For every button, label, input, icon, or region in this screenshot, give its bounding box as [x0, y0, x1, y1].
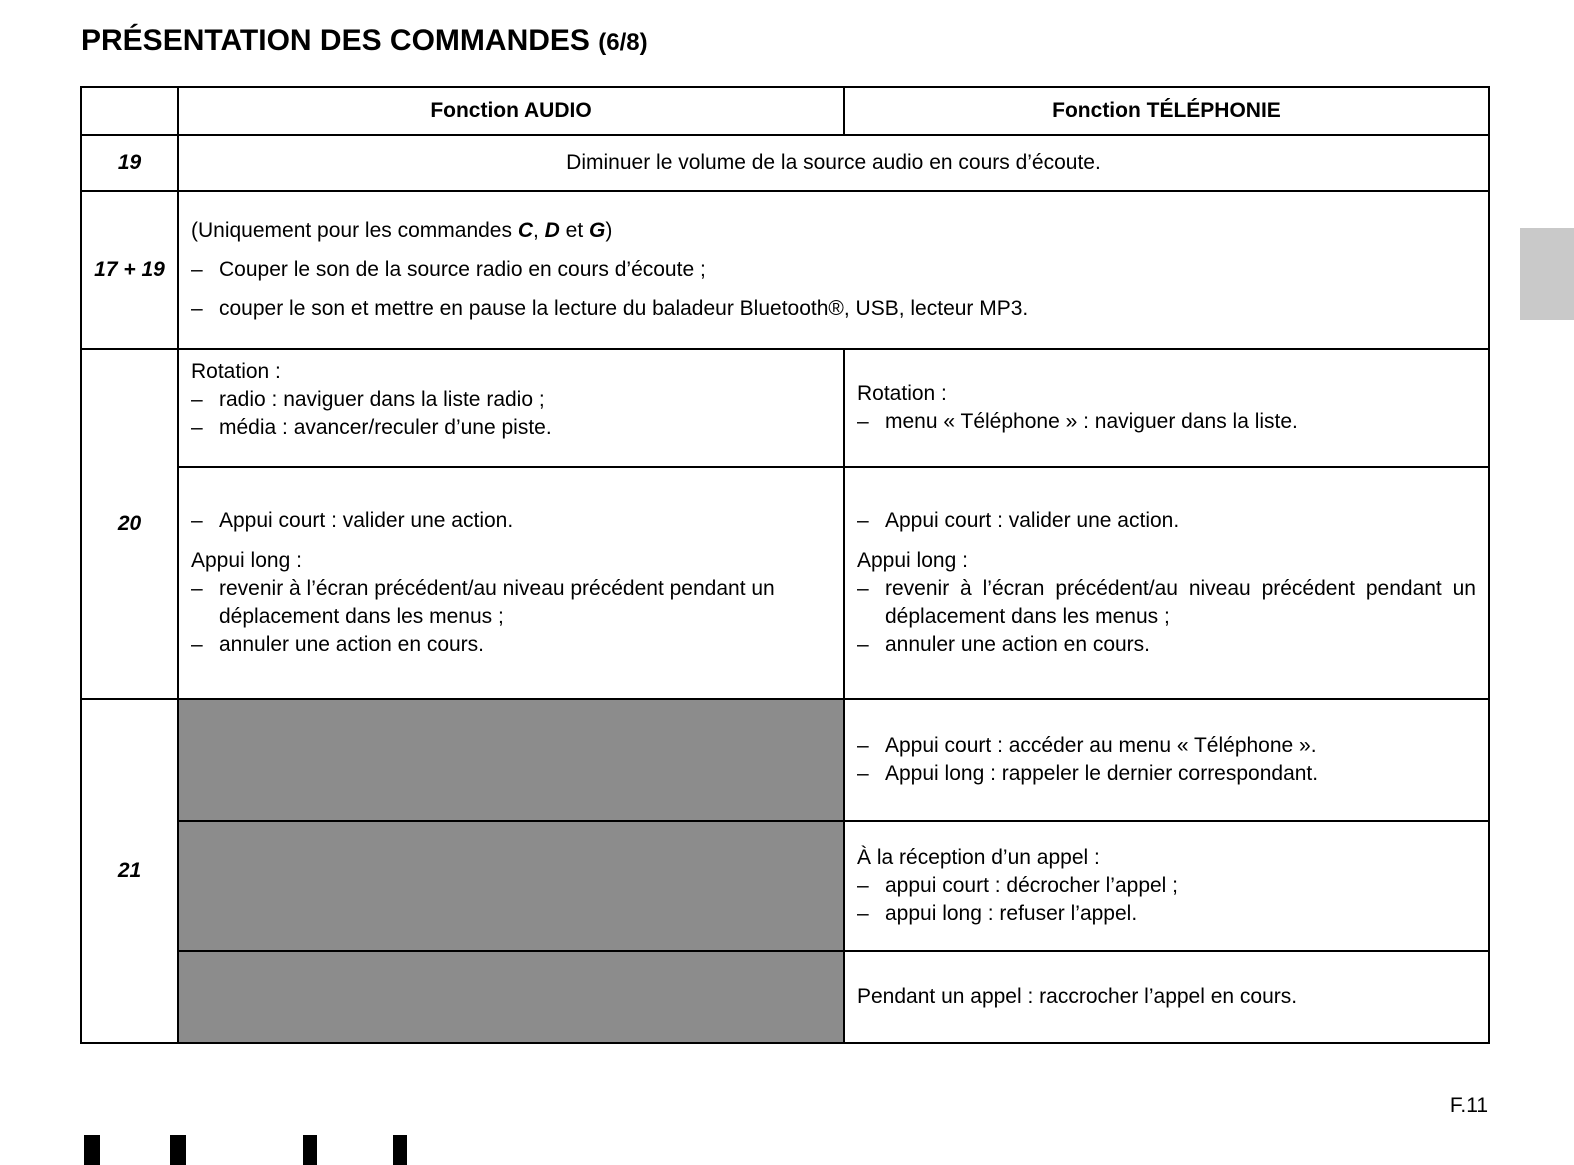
cell-heading: Appui long :	[191, 549, 302, 572]
list-item-text: Appui court : valider une action.	[885, 509, 1180, 532]
row-21-label: 21	[81, 699, 178, 1043]
list-item-text: média : avancer/reculer d’une piste.	[219, 416, 552, 439]
dash-bullet: –	[857, 874, 869, 897]
dash-bullet: –	[191, 633, 203, 656]
dash-bullet: –	[191, 416, 203, 439]
row-21-incoming	[81, 821, 1489, 951]
list-item-text: Couper le son de la source radio en cours d’écoute ;	[219, 258, 706, 281]
row-21-audio-empty-1	[178, 699, 844, 821]
row-19-text: Diminuer le volume de la source audio en cours d’écoute.	[178, 135, 1489, 191]
dash-bullet: –	[191, 577, 203, 600]
row-17-19-label: 17 + 19	[81, 191, 178, 349]
row-21-tel-during-call	[844, 951, 1489, 1043]
cell-heading: Rotation :	[857, 382, 947, 405]
list-item-text: appui court : décrocher l’appel ;	[885, 874, 1179, 897]
row-20-rotation	[81, 349, 1489, 467]
row-21-audio-empty-2	[178, 821, 844, 951]
list-item	[857, 760, 1476, 788]
list-item-text: revenir à l’écran précédent/au niveau précédent pendant un déplacement dans les menus ;	[219, 577, 775, 628]
row-21-tel-menu	[844, 699, 1489, 821]
list-item-text: radio : naviguer dans la liste radio ;	[219, 388, 545, 411]
row-21-menu	[81, 699, 1489, 821]
commands-table	[80, 86, 1490, 1044]
print-mark	[393, 1135, 407, 1165]
row-21-during-call	[81, 951, 1489, 1043]
column-header-audio: Fonction AUDIO	[178, 87, 844, 135]
list-item	[191, 507, 831, 535]
list-item-text: Appui court : valider une action.	[219, 509, 514, 532]
corner-cell	[81, 87, 178, 135]
bold-letter-d: D	[544, 219, 560, 242]
dash-bullet: –	[857, 410, 869, 433]
list-item	[857, 408, 1476, 436]
list-item-text: revenir à l’écran précédent/au niveau précédent pendant un déplacement dans les menus ;	[885, 577, 1476, 628]
list-item-text: couper le son et mettre en pause la lecture du baladeur Bluetooth®, USB, lecteur MP3.	[219, 297, 1029, 320]
list-item-text: Appui long : rappeler le dernier correspondant.	[885, 762, 1319, 785]
cell-heading: À la réception d’un appel :	[857, 846, 1100, 869]
dash-bullet: –	[857, 509, 869, 532]
dash-bullet: –	[857, 734, 869, 757]
print-mark	[303, 1135, 317, 1165]
list-item	[191, 256, 1476, 284]
row-20-tel-rotation	[844, 349, 1489, 467]
dash-bullet: –	[191, 509, 203, 532]
page-title-text: PRÉSENTATION DES COMMANDES	[81, 24, 590, 57]
page-title-pages: (6/8)	[598, 29, 648, 56]
row-19-label: 19	[81, 135, 178, 191]
dash-bullet: –	[191, 388, 203, 411]
row-17-19	[81, 191, 1489, 349]
dash-bullet: –	[857, 762, 869, 785]
list-item-text: Appui court : accéder au menu « Téléphone ».	[885, 734, 1317, 757]
list-item	[857, 900, 1476, 928]
column-header-telephony: Fonction TÉLÉPHONIE	[844, 87, 1489, 135]
dash-bullet: –	[857, 577, 869, 600]
intro-sep2: et	[559, 219, 590, 242]
row-20-audio-press	[178, 467, 844, 699]
page-title	[81, 24, 648, 58]
bold-letter-c: C	[517, 219, 533, 242]
row-20-label: 20	[81, 349, 178, 699]
print-mark	[170, 1135, 186, 1165]
cell-heading: Appui long :	[857, 549, 968, 572]
dash-bullet: –	[857, 633, 869, 656]
dash-bullet: –	[191, 297, 203, 320]
intro-suffix: )	[605, 219, 613, 242]
row-19	[81, 135, 1489, 191]
intro-line	[191, 217, 1476, 245]
dash-bullet: –	[857, 902, 869, 925]
page-number: F.11	[1449, 1094, 1488, 1117]
row-21-tel-incoming	[844, 821, 1489, 951]
list-item	[191, 386, 831, 414]
row-20-press	[81, 467, 1489, 699]
intro-prefix: (Uniquement pour les commandes	[191, 219, 518, 242]
intro-sep1: ,	[533, 219, 545, 242]
list-item	[191, 575, 831, 631]
list-item	[857, 732, 1476, 760]
list-item-text: annuler une action en cours.	[219, 633, 485, 656]
list-item	[857, 631, 1476, 659]
list-item-text: annuler une action en cours.	[885, 633, 1151, 656]
bold-letter-g: G	[589, 219, 606, 242]
list-item-text: menu « Téléphone » : naviguer dans la liste.	[885, 410, 1298, 433]
list-item-text: appui long : refuser l’appel.	[885, 902, 1138, 925]
dash-bullet: –	[191, 258, 203, 281]
list-item	[191, 295, 1476, 323]
list-item	[857, 575, 1476, 631]
list-item	[191, 414, 831, 442]
list-item	[191, 631, 831, 659]
row-20-audio-rotation	[178, 349, 844, 467]
print-mark	[84, 1135, 100, 1165]
row-21-audio-empty-3	[178, 951, 844, 1043]
tel-during-call-text: Pendant un appel : raccrocher l’appel en cours.	[857, 985, 1298, 1008]
row-17-19-content	[178, 191, 1489, 349]
list-item	[857, 507, 1476, 535]
list-item	[857, 872, 1476, 900]
side-tab	[1520, 228, 1574, 320]
cell-heading: Rotation :	[191, 360, 281, 383]
row-20-tel-press	[844, 467, 1489, 699]
table-header-row	[81, 87, 1489, 135]
